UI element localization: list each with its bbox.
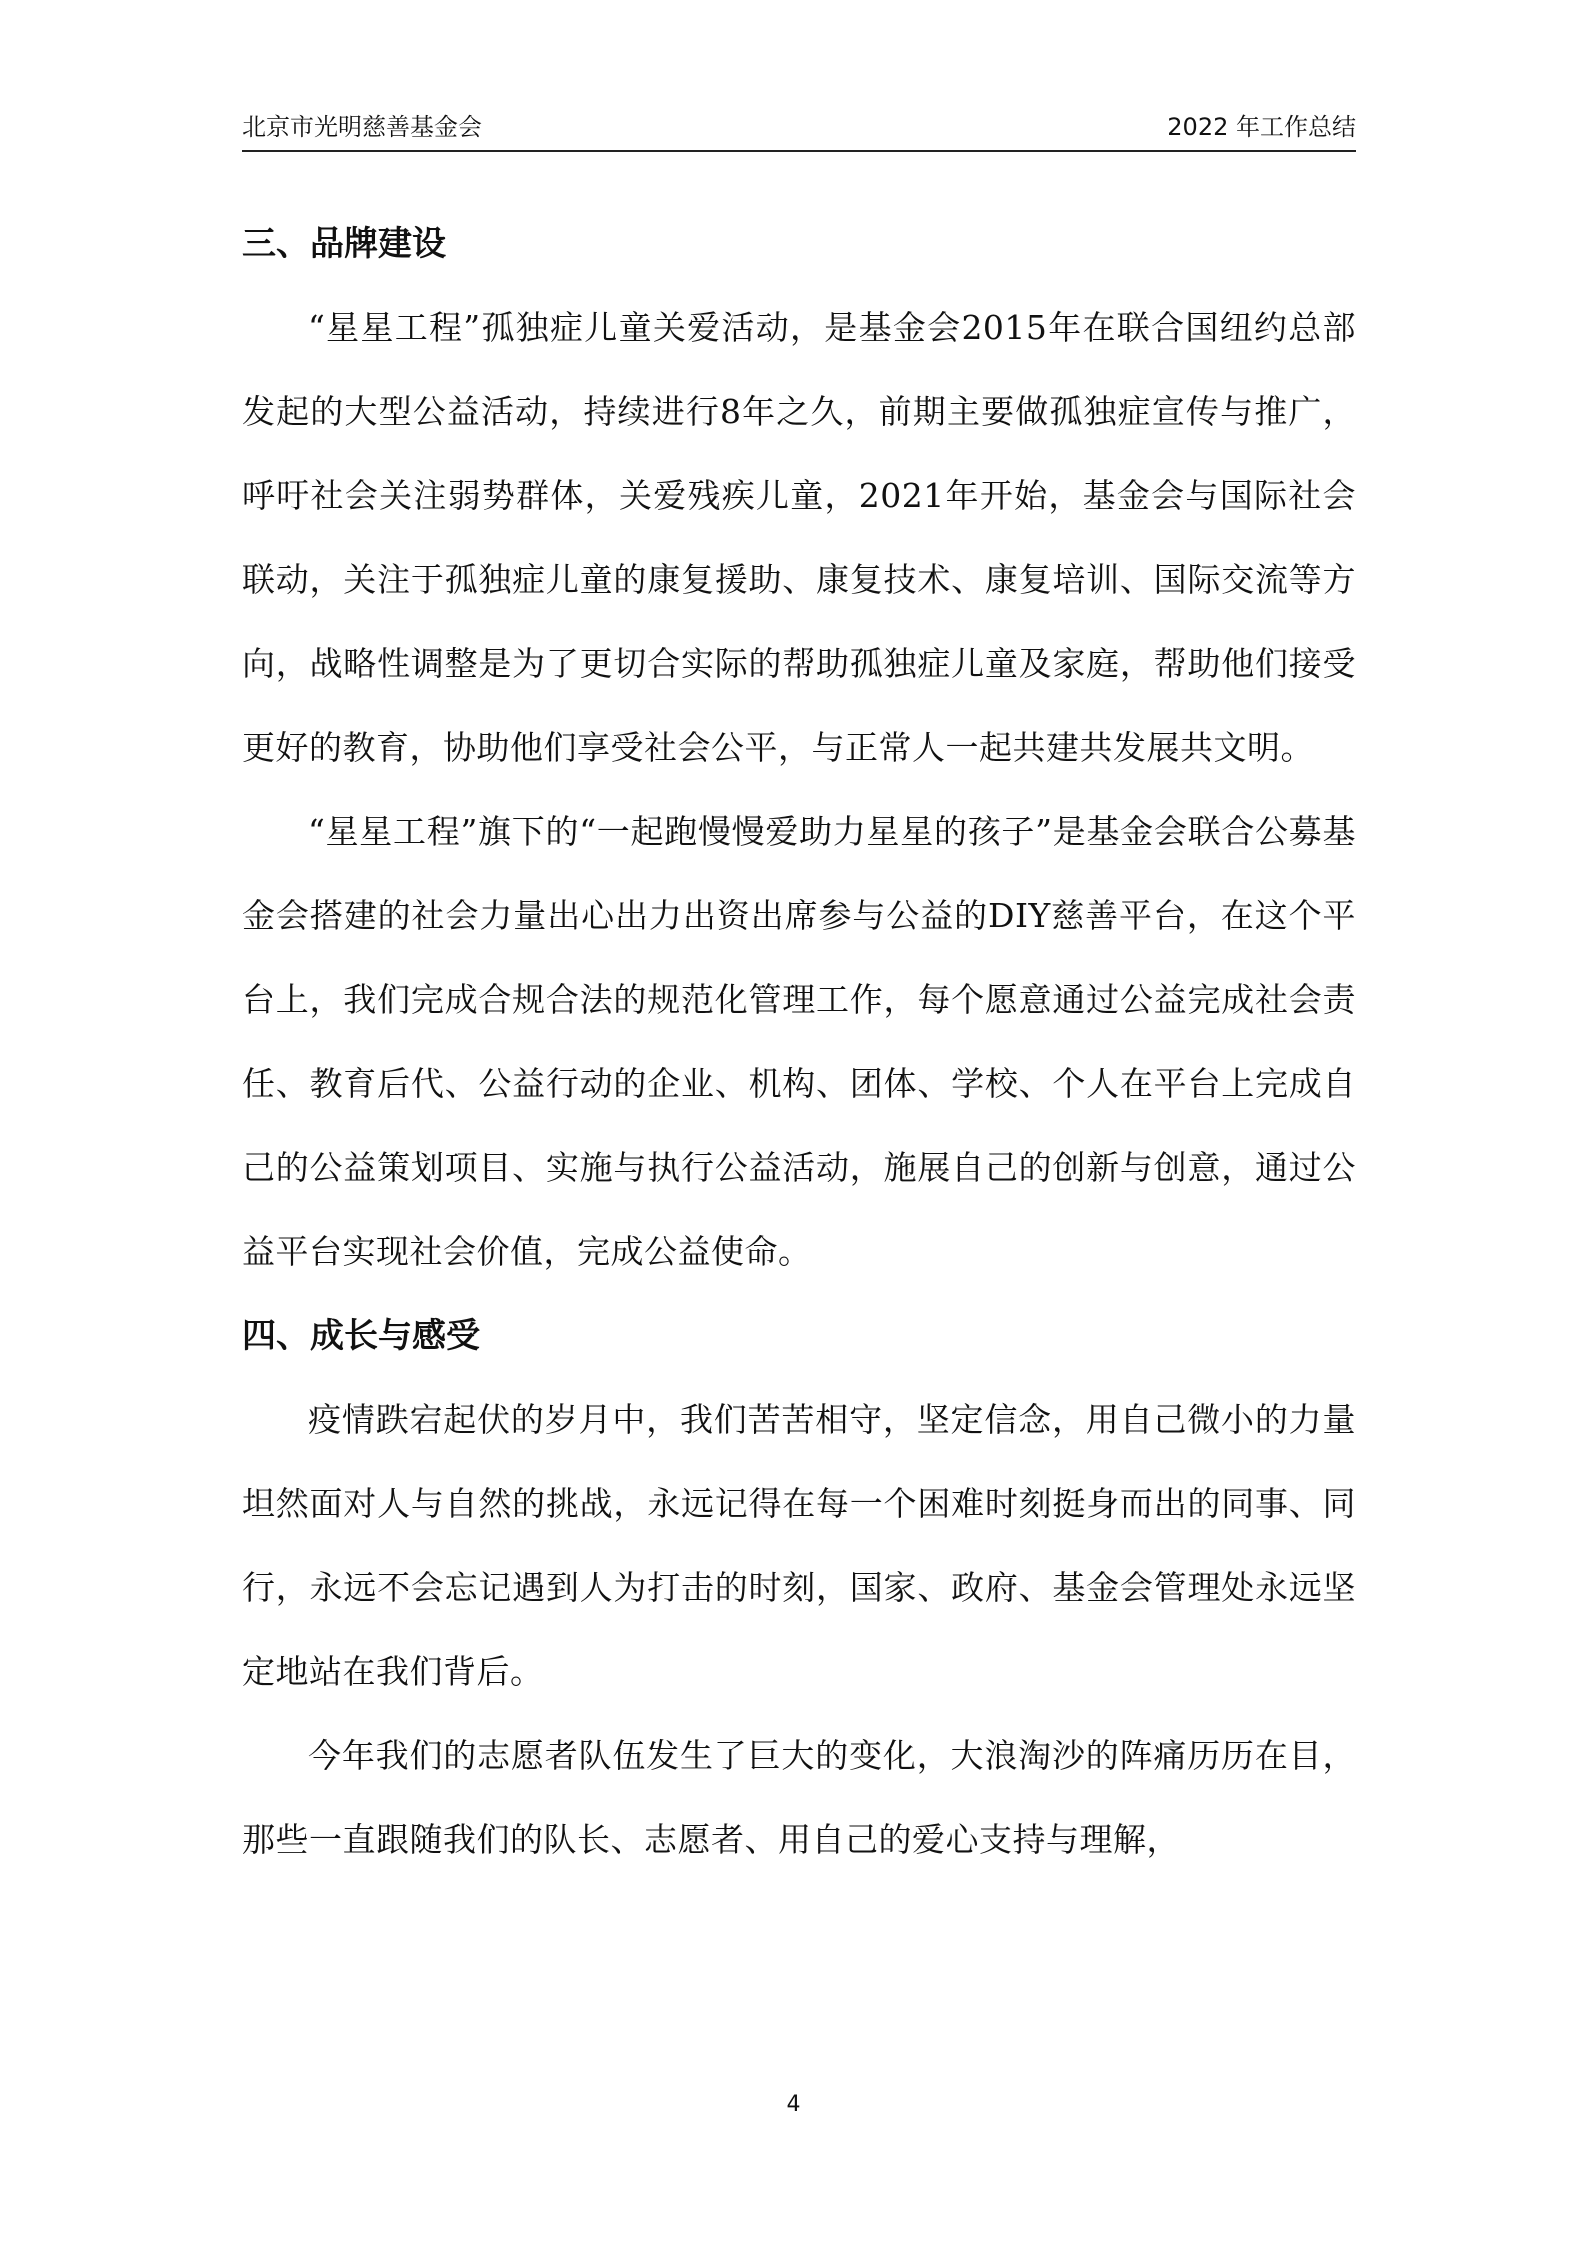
header-organization: 北京市光明慈善基金会 bbox=[242, 113, 482, 141]
paragraph: “星星工程”孤独症儿童关爱活动，是基金会2015年在联合国纽约总部发起的大型公益活动，持续进行8年之久，前期主要做孤独症宣传与推广，呼吁社会关注弱势群体，关爱残疾儿童，2021年开始，基金会与国际社会联动，关注于孤独症儿童的康复援助、康复技术、康复培训、国际交流等方向，战略性调整是为了更切合实际的帮助孤独症儿童及家庭，帮助他们接受更好的教育，协助他们享受社会公平，与正常人一起共建共发展共文明。 bbox=[242, 308, 1356, 767]
document-body bbox=[242, 202, 1356, 1882]
paragraph: 今年我们的志愿者队伍发生了巨大的变化，大浪淘沙的阵痛历历在目，那些一直跟随我们的队长、志愿者、用自己的爱心支持与理解， bbox=[242, 1736, 1356, 1859]
section-heading-growth-and-feelings: 四、成长与感受 bbox=[242, 1316, 480, 1356]
paragraph: “星星工程”旗下的“一起跑慢慢爱助力星星的孩子”是基金会联合公募基金会搭建的社会力量出心出力出资出席参与公益的DIY慈善平台，在这个平台上，我们完成合规合法的规范化管理工作，每个愿意通过公益完成社会责任、教育后代、公益行动的企业、机构、团体、学校、个人在平台上完成自己的公益策划项目、实施与执行公益活动，施展自己的创新与创意，通过公益平台实现社会价值，完成公益使命。 bbox=[242, 812, 1356, 1271]
paragraph: 疫情跌宕起伏的岁月中，我们苦苦相守，坚定信念，用自己微小的力量坦然面对人与自然的挑战，永远记得在每一个困难时刻挺身而出的同事、同行，永远不会忘记遇到人为打击的时刻，国家、政府、基金会管理处永远坚定地站在我们背后。 bbox=[242, 1400, 1356, 1691]
page-header bbox=[242, 108, 1356, 152]
page-number: 4 bbox=[786, 2092, 801, 2117]
header-report-title: 2022 年工作总结 bbox=[1167, 113, 1356, 141]
section-heading-brand-building: 三、品牌建设 bbox=[242, 224, 446, 264]
